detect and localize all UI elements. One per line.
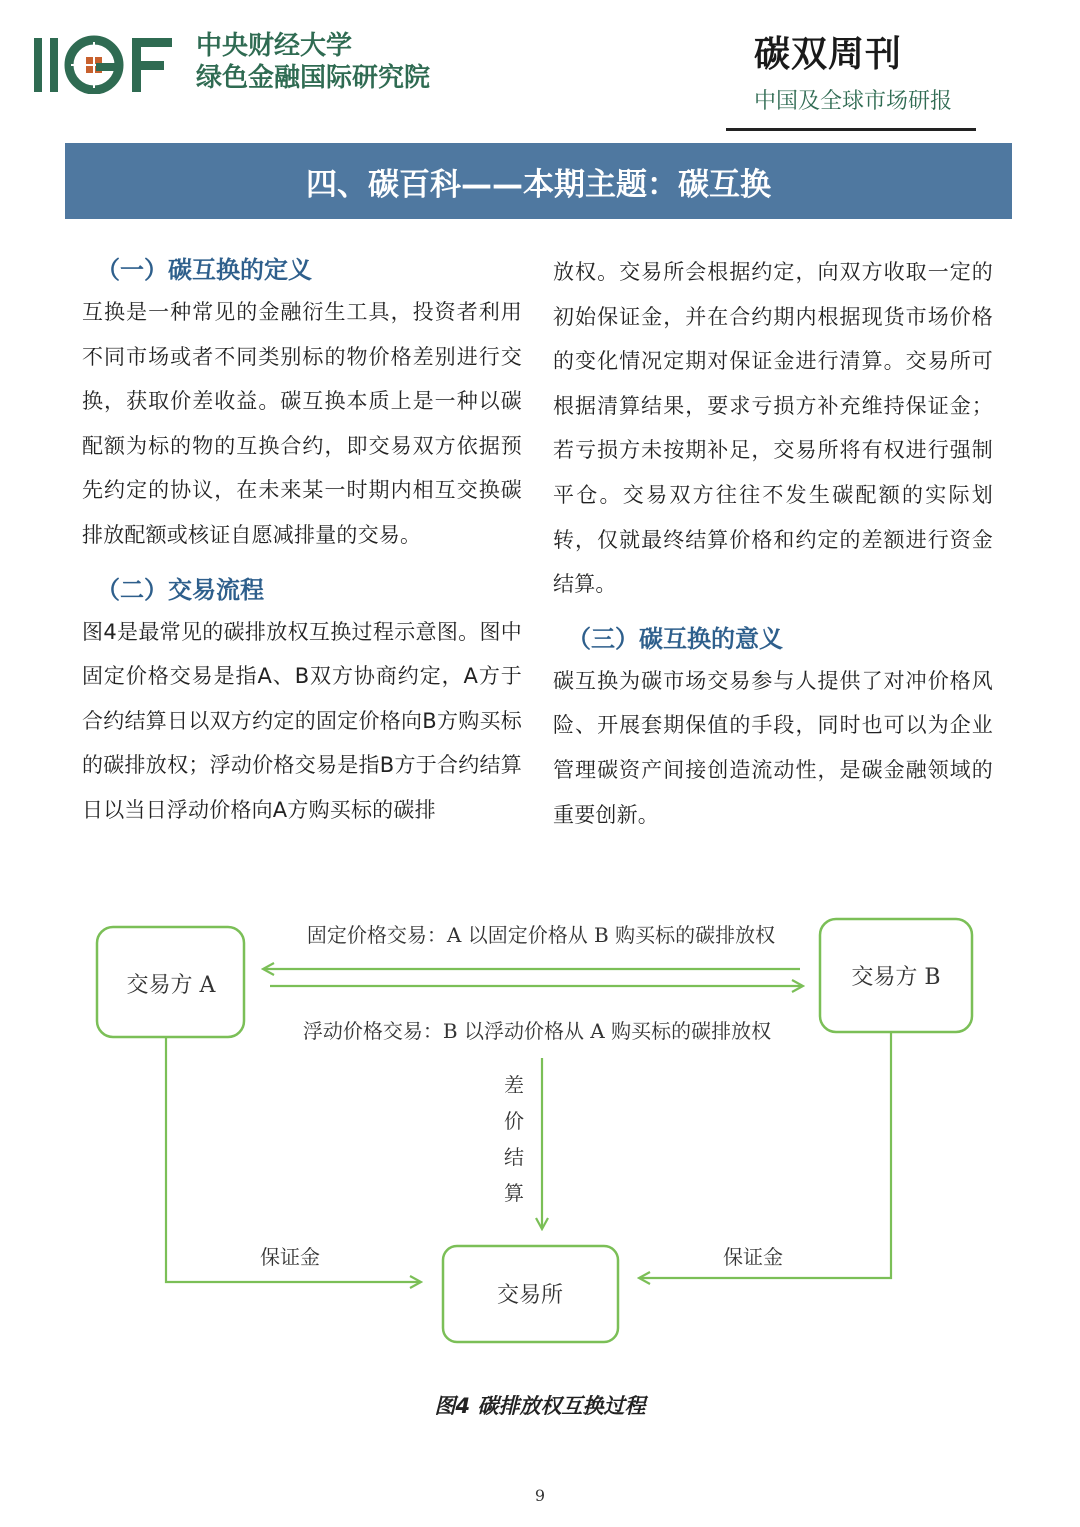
left-column (82, 250, 522, 833)
settlement-char-3: 结 (504, 1145, 524, 1169)
institute-name (196, 30, 430, 94)
party-a-label: 交易方 A (126, 973, 216, 998)
section-2-body-right: 放权。交易所会根据约定，向双方收取一定的初始保证金，并在合约期内根据现货市场价格的变化情况定期对保证金进行清算。交易所可根据清算结果，要求亏损方补充维持保证金；若亏损方未按期补足，交易所将有权进行强制平仓。交易双方往往不发生碳配额的实际划转，仅就最终结算价格和约定的差额进行资金结算。 (553, 260, 993, 597)
floating-trade-label: 浮动价格交易：B 以浮动价格从 A 购买标的碳排放权 (302, 1019, 772, 1043)
figure-caption: 图4 碳排放权互换过程 (434, 1394, 646, 1418)
exchange-label: 交易所 (496, 1283, 564, 1308)
section-2-heading: （二）交易流程 (96, 575, 264, 604)
institute-line-2: 绿色金融国际研究院 (196, 63, 431, 93)
institute-line-1: 中央财经大学 (196, 31, 353, 61)
margin-right-arrow (640, 1032, 891, 1278)
publication-subtitle: 中国及全球市场研报 (754, 89, 953, 114)
settlement-char-4: 算 (504, 1181, 524, 1205)
svg-text:IIGF: IIGF (32, 34, 34, 35)
section-3-body: 碳互换为碳市场交易参与人提供了对冲价格风险、开展套期保值的手段，同时也可以为企业管理碳资产间接创造流动性，是碳金融领域的重要创新。 (553, 668, 993, 827)
carbon-swap-diagram (0, 880, 1080, 1380)
iigf-logo (32, 34, 182, 94)
party-b-label: 交易方 B (851, 965, 941, 990)
publication-title: 碳双周刊 (754, 34, 903, 75)
margin-left-label: 保证金 (260, 1245, 320, 1269)
settlement-char-1: 差 (504, 1073, 524, 1097)
section-2-body-left: 图4是最常见的碳排放权互换过程示意图。图中固定价格交易是指A、B双方协商约定，A方于合约结算日以双方约定的固定价格向B方购买标的碳排放权；浮动价格交易是指B方于合约结算日以当日浮动价格向A方购买标的碳排 (82, 619, 522, 822)
right-column (553, 250, 993, 837)
page-number: 9 (534, 1486, 546, 1505)
section-1-heading: （一）碳互换的定义 (96, 256, 312, 284)
section-3-heading: （三）碳互换的意义 (567, 624, 783, 653)
fixed-trade-label: 固定价格交易：A 以固定价格从 B 购买标的碳排放权 (306, 923, 776, 947)
margin-right-label: 保证金 (723, 1245, 783, 1269)
settlement-char-2: 价 (504, 1109, 524, 1133)
header-divider (726, 128, 976, 131)
section-banner: 四、碳百科——本期主题：碳互换 (65, 143, 1012, 219)
section-1-body: 互换是一种常见的金融衍生工具，投资者利用不同市场或者不同类别标的物价格差别进行交换，获取价差收益。碳互换本质上是一种以碳配额为标的物的互换合约，即交易双方依据预先约定的协议，在未来某一时期内相互交换碳排放配额或核证自愿减排量的交易。 (82, 300, 522, 547)
